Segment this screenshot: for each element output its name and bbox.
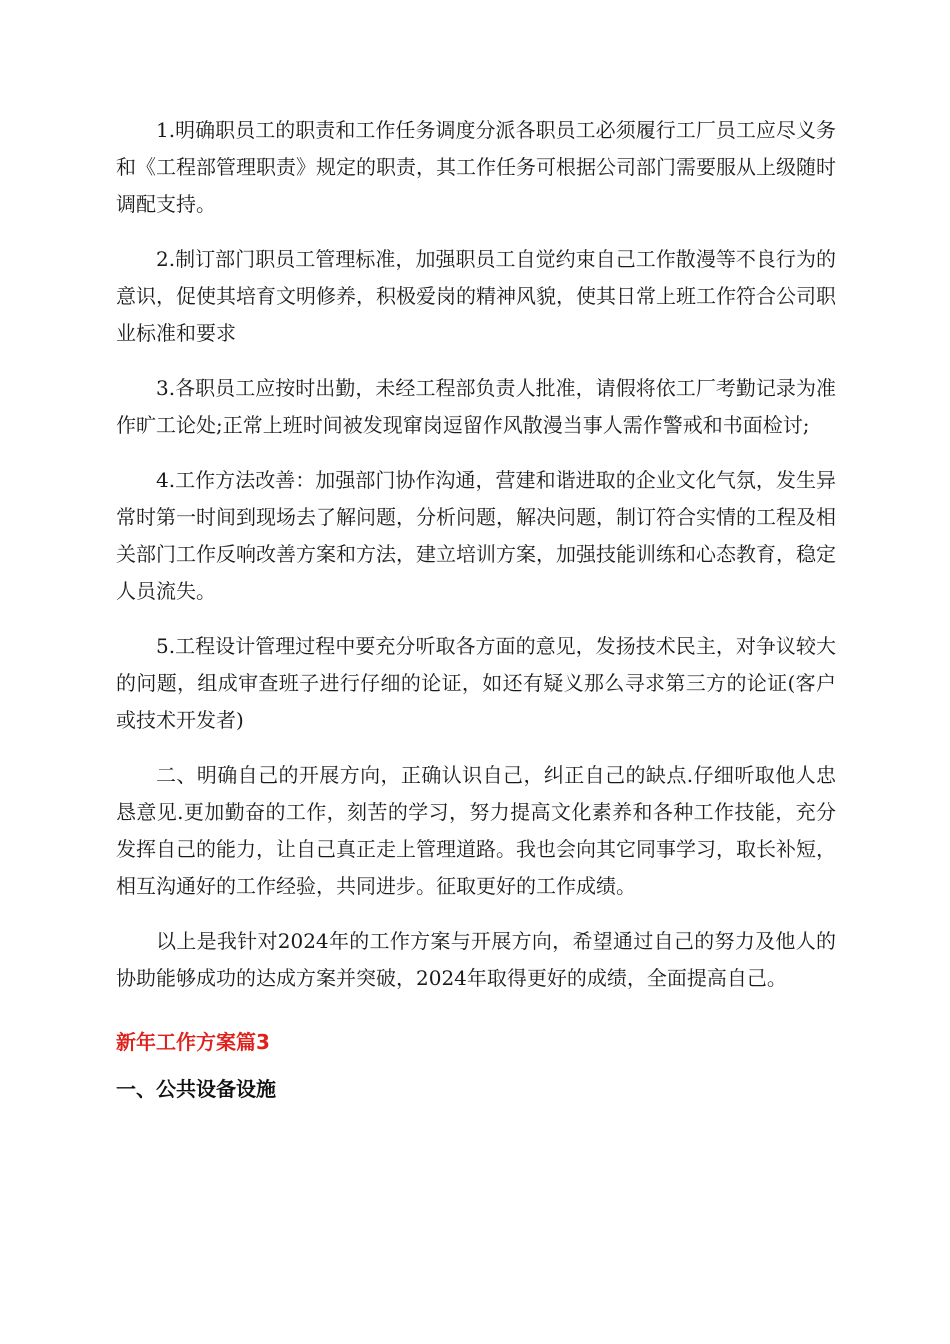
paragraph-item-1: 1.明确职员工的职责和工作任务调度分派各职员工必须履行工厂员工应尽义务和《工程部管理职责》规定的职责，其工作任务可根据公司部门需要服从上级随时调配支持。 [116,118,836,216]
subsection-title: 一、公共设备设施 [116,1077,276,1101]
paragraph-conclusion: 以上是我针对2024年的工作方案与开展方向，希望通过自己的努力及他人的协助能够成功的达成方案并突破，2024年取得更好的成绩，全面提高自己。 [116,929,836,990]
paragraph-item-2: 2.制订部门职员工管理标准，加强职员工自觉约束自己工作散漫等不良行为的意识，促使其培育文明修养，积极爱岗的精神风貌，使其日常上班工作符合公司职业标准和要求 [116,247,836,345]
paragraph-section-two: 二、明确自己的开展方向，正确认识自己，纠正自己的缺点.仔细听取他人忠恳意见.更加勤奋的工作，刻苦的学习，努力提高文化素养和各种工作技能，充分发挥自己的能力，让自己真正走上管理道路。我也会向其它同事学习，取长补短，相互沟通好的工作经验，共同进步。征取更好的工作成绩。 [116,763,836,898]
paragraph-item-3: 3.各职员工应按时出勤，未经工程部负责人批准，请假将依工厂考勤记录为准作旷工论处;正常上班时间被发现窜岗逗留作风散漫当事人需作警戒和书面检讨; [116,376,836,437]
section-title: 新年工作方案篇3 [116,1030,270,1054]
paragraph-item-4: 4.工作方法改善：加强部门协作沟通，营建和谐进取的企业文化气氛，发生异常时第一时间到现场去了解问题，分析问题，解决问题，制订符合实情的工程及相关部门工作反响改善方案和方法，建立培训方案，加强技能训练和心态教育，稳定人员流失。 [116,468,836,603]
paragraph-item-5: 5.工程设计管理过程中要充分听取各方面的意见，发扬技术民主，对争议较大的问题，组成审查班子进行仔细的论证，如还有疑义那么寻求第三方的论证(客户或技术开发者) [116,634,836,732]
document-page [116,112,836,1104]
